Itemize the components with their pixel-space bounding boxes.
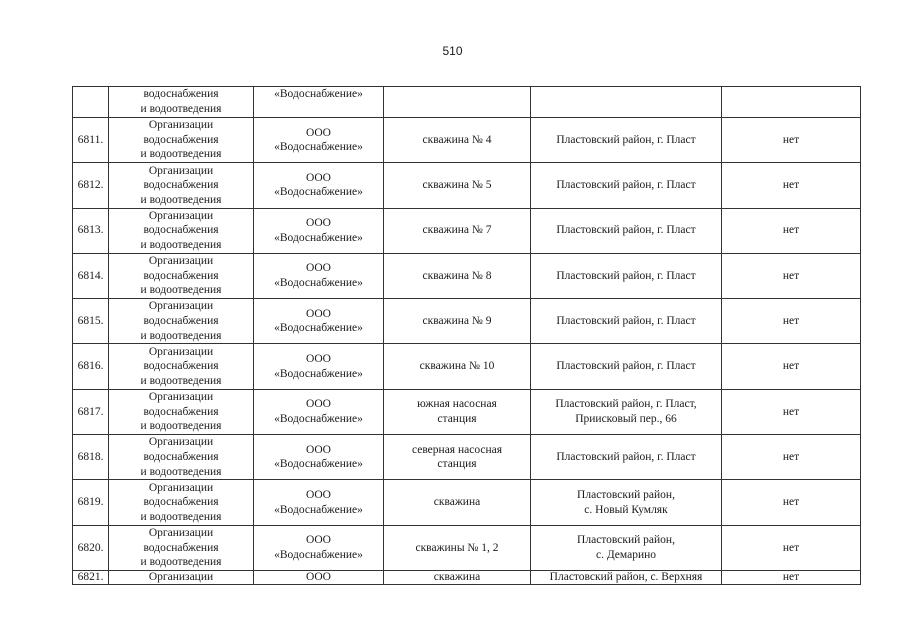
page-number: 510 <box>442 44 463 58</box>
organization-type-line: водоснабжения <box>143 450 219 463</box>
object-name-cell <box>384 570 531 584</box>
status-value-cell: нет <box>722 208 861 253</box>
object-location-line: Пластовский район, г. Пласт <box>556 224 696 237</box>
status-value-cell: нет <box>722 253 861 298</box>
object-name-line: скважина № 4 <box>422 133 492 146</box>
organization-name-line: «Водоснабжение» <box>274 503 363 516</box>
object-name-cell <box>384 299 531 344</box>
table-row <box>73 570 861 584</box>
organization-type-line: водоснабжения <box>143 360 219 373</box>
organization-type-cell <box>109 253 254 298</box>
object-location-line: Пластовский район, г. Пласт <box>556 133 696 146</box>
row-number-cell: 6814. <box>73 253 109 298</box>
object-name-line: скважина № 10 <box>419 360 495 373</box>
organization-type-line: Организации <box>148 119 214 132</box>
organization-type-cell <box>109 435 254 480</box>
object-location-cell <box>531 253 722 298</box>
organization-type-cell <box>109 299 254 344</box>
organization-name-cell <box>254 208 384 253</box>
status-value-cell: нет <box>722 118 861 163</box>
object-location-line: с. Новый Кумляк <box>584 503 668 516</box>
object-location-line: Приисковый пер., 66 <box>575 412 677 425</box>
organization-type-cell <box>109 480 254 525</box>
organization-type-line: и водоотведения <box>140 510 222 523</box>
organization-name-cell <box>254 389 384 434</box>
organization-name-cell <box>254 87 384 118</box>
organization-type-line: и водоотведения <box>140 329 222 342</box>
organization-type-line: Организации <box>148 164 214 177</box>
object-name-cell <box>384 163 531 208</box>
organization-type-line: и водоотведения <box>140 193 222 206</box>
organization-name-line: ООО <box>306 171 331 184</box>
object-name-cell <box>384 480 531 525</box>
table-row <box>73 389 861 434</box>
organization-type-line: и водоотведения <box>140 374 222 387</box>
organization-type-line: и водоотведения <box>140 284 222 297</box>
organization-type-cell <box>109 163 254 208</box>
organization-name-line: ООО <box>306 534 331 547</box>
organization-name-line: «Водоснабжение» <box>274 412 363 425</box>
organization-name-line: «Водоснабжение» <box>274 548 363 561</box>
status-value-cell <box>722 87 861 118</box>
table-row <box>73 344 861 389</box>
row-number-cell: 6812. <box>73 163 109 208</box>
table-body <box>73 87 861 585</box>
row-number-cell: 6811. <box>73 118 109 163</box>
organization-type-line: водоснабжения <box>143 224 219 237</box>
table-row <box>73 480 861 525</box>
object-name-cell <box>384 389 531 434</box>
object-name-line: скважина № 9 <box>422 315 492 328</box>
status-value-cell: нет <box>722 299 861 344</box>
organization-type-cell <box>109 570 254 584</box>
object-location-cell <box>531 118 722 163</box>
row-number-cell: 6816. <box>73 344 109 389</box>
organization-name-line: «Водоснабжение» <box>274 141 363 154</box>
organization-name-line: ООО <box>306 126 331 139</box>
object-location-cell <box>531 525 722 570</box>
object-location-cell <box>531 435 722 480</box>
organization-type-line: Организации <box>148 209 214 222</box>
object-location-line: Пластовский район, г. Пласт <box>556 360 696 373</box>
object-name-line: станция <box>437 412 477 425</box>
table-row <box>73 87 861 118</box>
object-location-cell <box>531 208 722 253</box>
row-number-cell: 6815. <box>73 299 109 344</box>
organization-type-line: водоснабжения <box>143 88 219 100</box>
object-location-line: с. Демарино <box>595 548 657 561</box>
organization-name-line: ООО <box>306 488 331 501</box>
row-number-cell: 6819. <box>73 480 109 525</box>
organization-type-line: и водоотведения <box>140 102 222 115</box>
object-location-line: Пластовский район, г. Пласт, <box>555 398 697 411</box>
organization-name-cell <box>254 570 384 584</box>
object-name-cell <box>384 118 531 163</box>
organization-name-cell <box>254 118 384 163</box>
object-name-line: скважина № 8 <box>422 269 492 282</box>
organization-name-line: ООО <box>306 570 331 583</box>
organization-name-cell <box>254 525 384 570</box>
object-location-cell <box>531 163 722 208</box>
organization-type-line: Организации <box>148 391 214 404</box>
row-number-cell: 6817. <box>73 389 109 434</box>
object-name-line: скважина <box>433 570 481 583</box>
row-number-cell: 6821. <box>73 570 109 584</box>
status-value-cell: нет <box>722 389 861 434</box>
organization-type-line: и водоотведения <box>140 556 222 569</box>
organization-type-line: и водоотведения <box>140 420 222 433</box>
organization-type-line: водоснабжения <box>143 179 219 192</box>
organization-name-cell <box>254 435 384 480</box>
organization-type-line: Организации <box>148 300 214 313</box>
organization-type-line: водоснабжения <box>143 133 219 146</box>
organization-name-line: «Водоснабжение» <box>274 277 363 290</box>
row-number-cell: 6818. <box>73 435 109 480</box>
registry-table <box>72 86 861 585</box>
table-row <box>73 299 861 344</box>
object-location-line: Пластовский район, г. Пласт <box>556 450 696 463</box>
object-name-line: скважина № 5 <box>422 179 492 192</box>
object-location-cell <box>531 480 722 525</box>
row-number-cell: 6813. <box>73 208 109 253</box>
organization-type-cell <box>109 208 254 253</box>
object-location-line: Пластовский район, <box>577 488 675 501</box>
organization-type-line: и водоотведения <box>140 239 222 252</box>
table-row <box>73 253 861 298</box>
object-name-cell <box>384 525 531 570</box>
status-value-cell: нет <box>722 435 861 480</box>
organization-name-cell <box>254 299 384 344</box>
table-row <box>73 163 861 208</box>
organization-type-line: водоснабжения <box>143 269 219 282</box>
object-name-line: южная насосная <box>417 398 497 411</box>
organization-name-line: ООО <box>306 262 331 275</box>
status-value-cell: нет <box>722 344 861 389</box>
organization-name-cell <box>254 163 384 208</box>
organization-name-line: ООО <box>306 307 331 320</box>
organization-type-line: водоснабжения <box>143 496 219 509</box>
organization-name-line: ООО <box>306 398 331 411</box>
organization-type-cell <box>109 525 254 570</box>
object-location-cell <box>531 344 722 389</box>
object-name-line: станция <box>437 458 477 471</box>
table-row <box>73 435 861 480</box>
object-location-cell <box>531 299 722 344</box>
object-location-line: Пластовский район, <box>577 534 675 547</box>
status-value-cell: нет <box>722 163 861 208</box>
status-value-cell: нет <box>722 525 861 570</box>
organization-type-cell <box>109 389 254 434</box>
organization-name-line: «Водоснабжение» <box>274 88 363 100</box>
organization-name-line: «Водоснабжение» <box>274 367 363 380</box>
organization-name-line: ООО <box>306 443 331 456</box>
organization-type-cell <box>109 344 254 389</box>
object-name-line: скважины № 1, 2 <box>415 541 499 554</box>
object-location-cell <box>531 570 722 584</box>
object-location-line: Пластовский район, г. Пласт <box>556 315 696 328</box>
organization-type-line: водоснабжения <box>143 315 219 328</box>
organization-type-line: Организации <box>148 570 214 583</box>
organization-name-line: «Водоснабжение» <box>274 186 363 199</box>
organization-type-line: Организации <box>148 255 214 268</box>
organization-name-cell <box>254 253 384 298</box>
organization-type-line: и водоотведения <box>140 465 222 478</box>
organization-name-line: ООО <box>306 353 331 366</box>
row-number-cell <box>73 87 109 118</box>
organization-name-line: «Водоснабжение» <box>274 231 363 244</box>
object-name-line: скважина № 7 <box>422 224 492 237</box>
status-value-cell: нет <box>722 480 861 525</box>
table-row <box>73 525 861 570</box>
object-name-cell <box>384 208 531 253</box>
organization-name-line: «Водоснабжение» <box>274 458 363 471</box>
organization-name-line: ООО <box>306 217 331 230</box>
object-location-line: Пластовский район, с. Верхняя <box>549 570 703 583</box>
organization-type-line: Организации <box>148 481 214 494</box>
table-row <box>73 208 861 253</box>
organization-type-line: Организации <box>148 345 214 358</box>
row-number-cell: 6820. <box>73 525 109 570</box>
object-location-cell <box>531 389 722 434</box>
table-row <box>73 118 861 163</box>
organization-name-cell <box>254 480 384 525</box>
organization-type-line: водоснабжения <box>143 541 219 554</box>
object-name-cell <box>384 344 531 389</box>
object-name-cell <box>384 87 531 118</box>
organization-type-line: водоснабжения <box>143 405 219 418</box>
object-name-cell <box>384 435 531 480</box>
object-name-line: скважина <box>433 496 481 509</box>
organization-type-line: Организации <box>148 436 214 449</box>
organization-name-cell <box>254 344 384 389</box>
object-name-cell <box>384 253 531 298</box>
organization-type-line: Организации <box>148 526 214 539</box>
organization-type-line: и водоотведения <box>140 148 222 161</box>
object-location-line: Пластовский район, г. Пласт <box>556 179 696 192</box>
object-location-line: Пластовский район, г. Пласт <box>556 269 696 282</box>
status-value-cell: нет <box>722 570 861 584</box>
organization-name-line: «Водоснабжение» <box>274 322 363 335</box>
object-name-line: северная насосная <box>411 443 503 456</box>
organization-type-cell <box>109 87 254 118</box>
object-location-cell <box>531 87 722 118</box>
organization-type-cell <box>109 118 254 163</box>
